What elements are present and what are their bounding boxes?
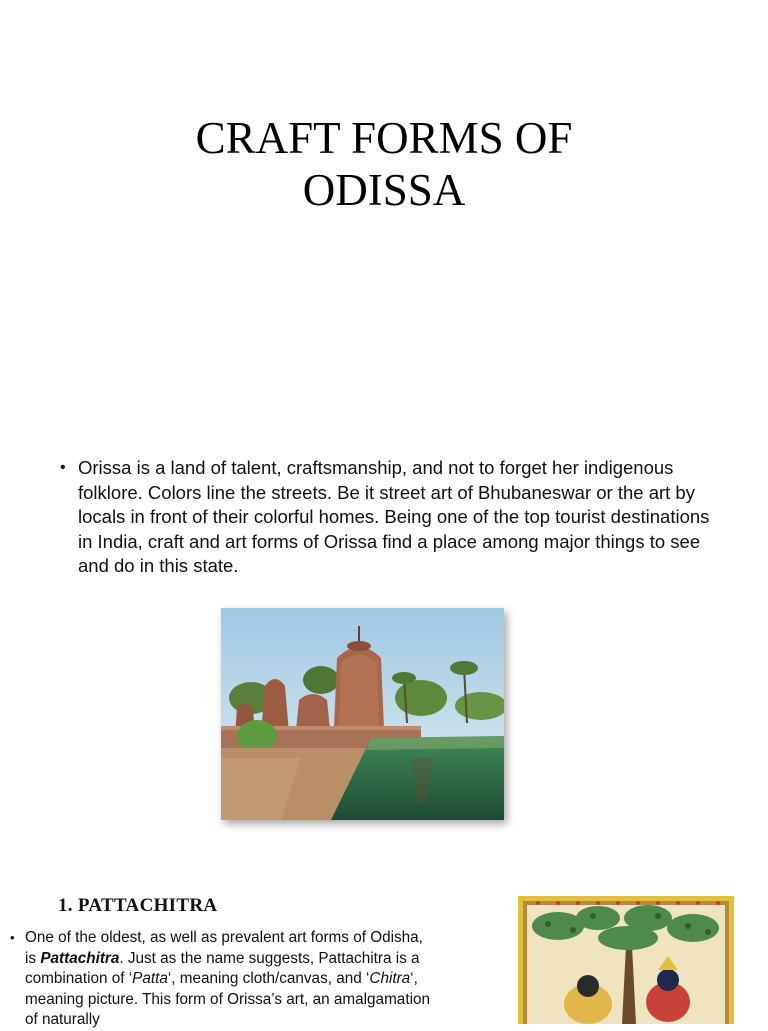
pattachitra-painting — [518, 896, 734, 1024]
page-title — [0, 112, 768, 216]
italic-term: Patta — [132, 970, 168, 987]
title-line-2: ODISSA — [302, 165, 466, 215]
pattachitra-text — [25, 928, 435, 1031]
section-heading: 1. PATTACHITRA — [58, 895, 218, 916]
text-part: One of the oldest, as well as prevalent art forms of Odisha, is — [25, 929, 423, 967]
title-line-1: CRAFT FORMS OF — [195, 113, 573, 163]
intro-text: Orissa is a land of talent, craftsmanship, and not to forget her indigenous folklore. Colors line the streets. Be it street art of Bhubaneswar or the art by locals in front of their colorful homes. Being one of the top tourist destinations in India, craft and art forms of Orissa find a place among major things to see and do in this state. — [78, 457, 710, 576]
temple-photo — [221, 608, 504, 820]
bullet-icon: • — [10, 930, 15, 945]
pattachitra-paragraph — [10, 928, 435, 1031]
text-part: . Just as the name suggests, Pattachitra is a combination of ‘ — [25, 949, 420, 987]
bullet-icon: • — [60, 459, 66, 476]
text-part: ‘, meaning picture. This form of Orissa’s art, an amalgamation of naturally — [25, 970, 430, 1028]
italic-term: Chitra — [369, 970, 411, 987]
bold-term: Pattachitra — [40, 949, 120, 967]
intro-paragraph — [60, 456, 720, 579]
text-part: ‘, meaning cloth/canvas, and ‘ — [167, 970, 370, 987]
